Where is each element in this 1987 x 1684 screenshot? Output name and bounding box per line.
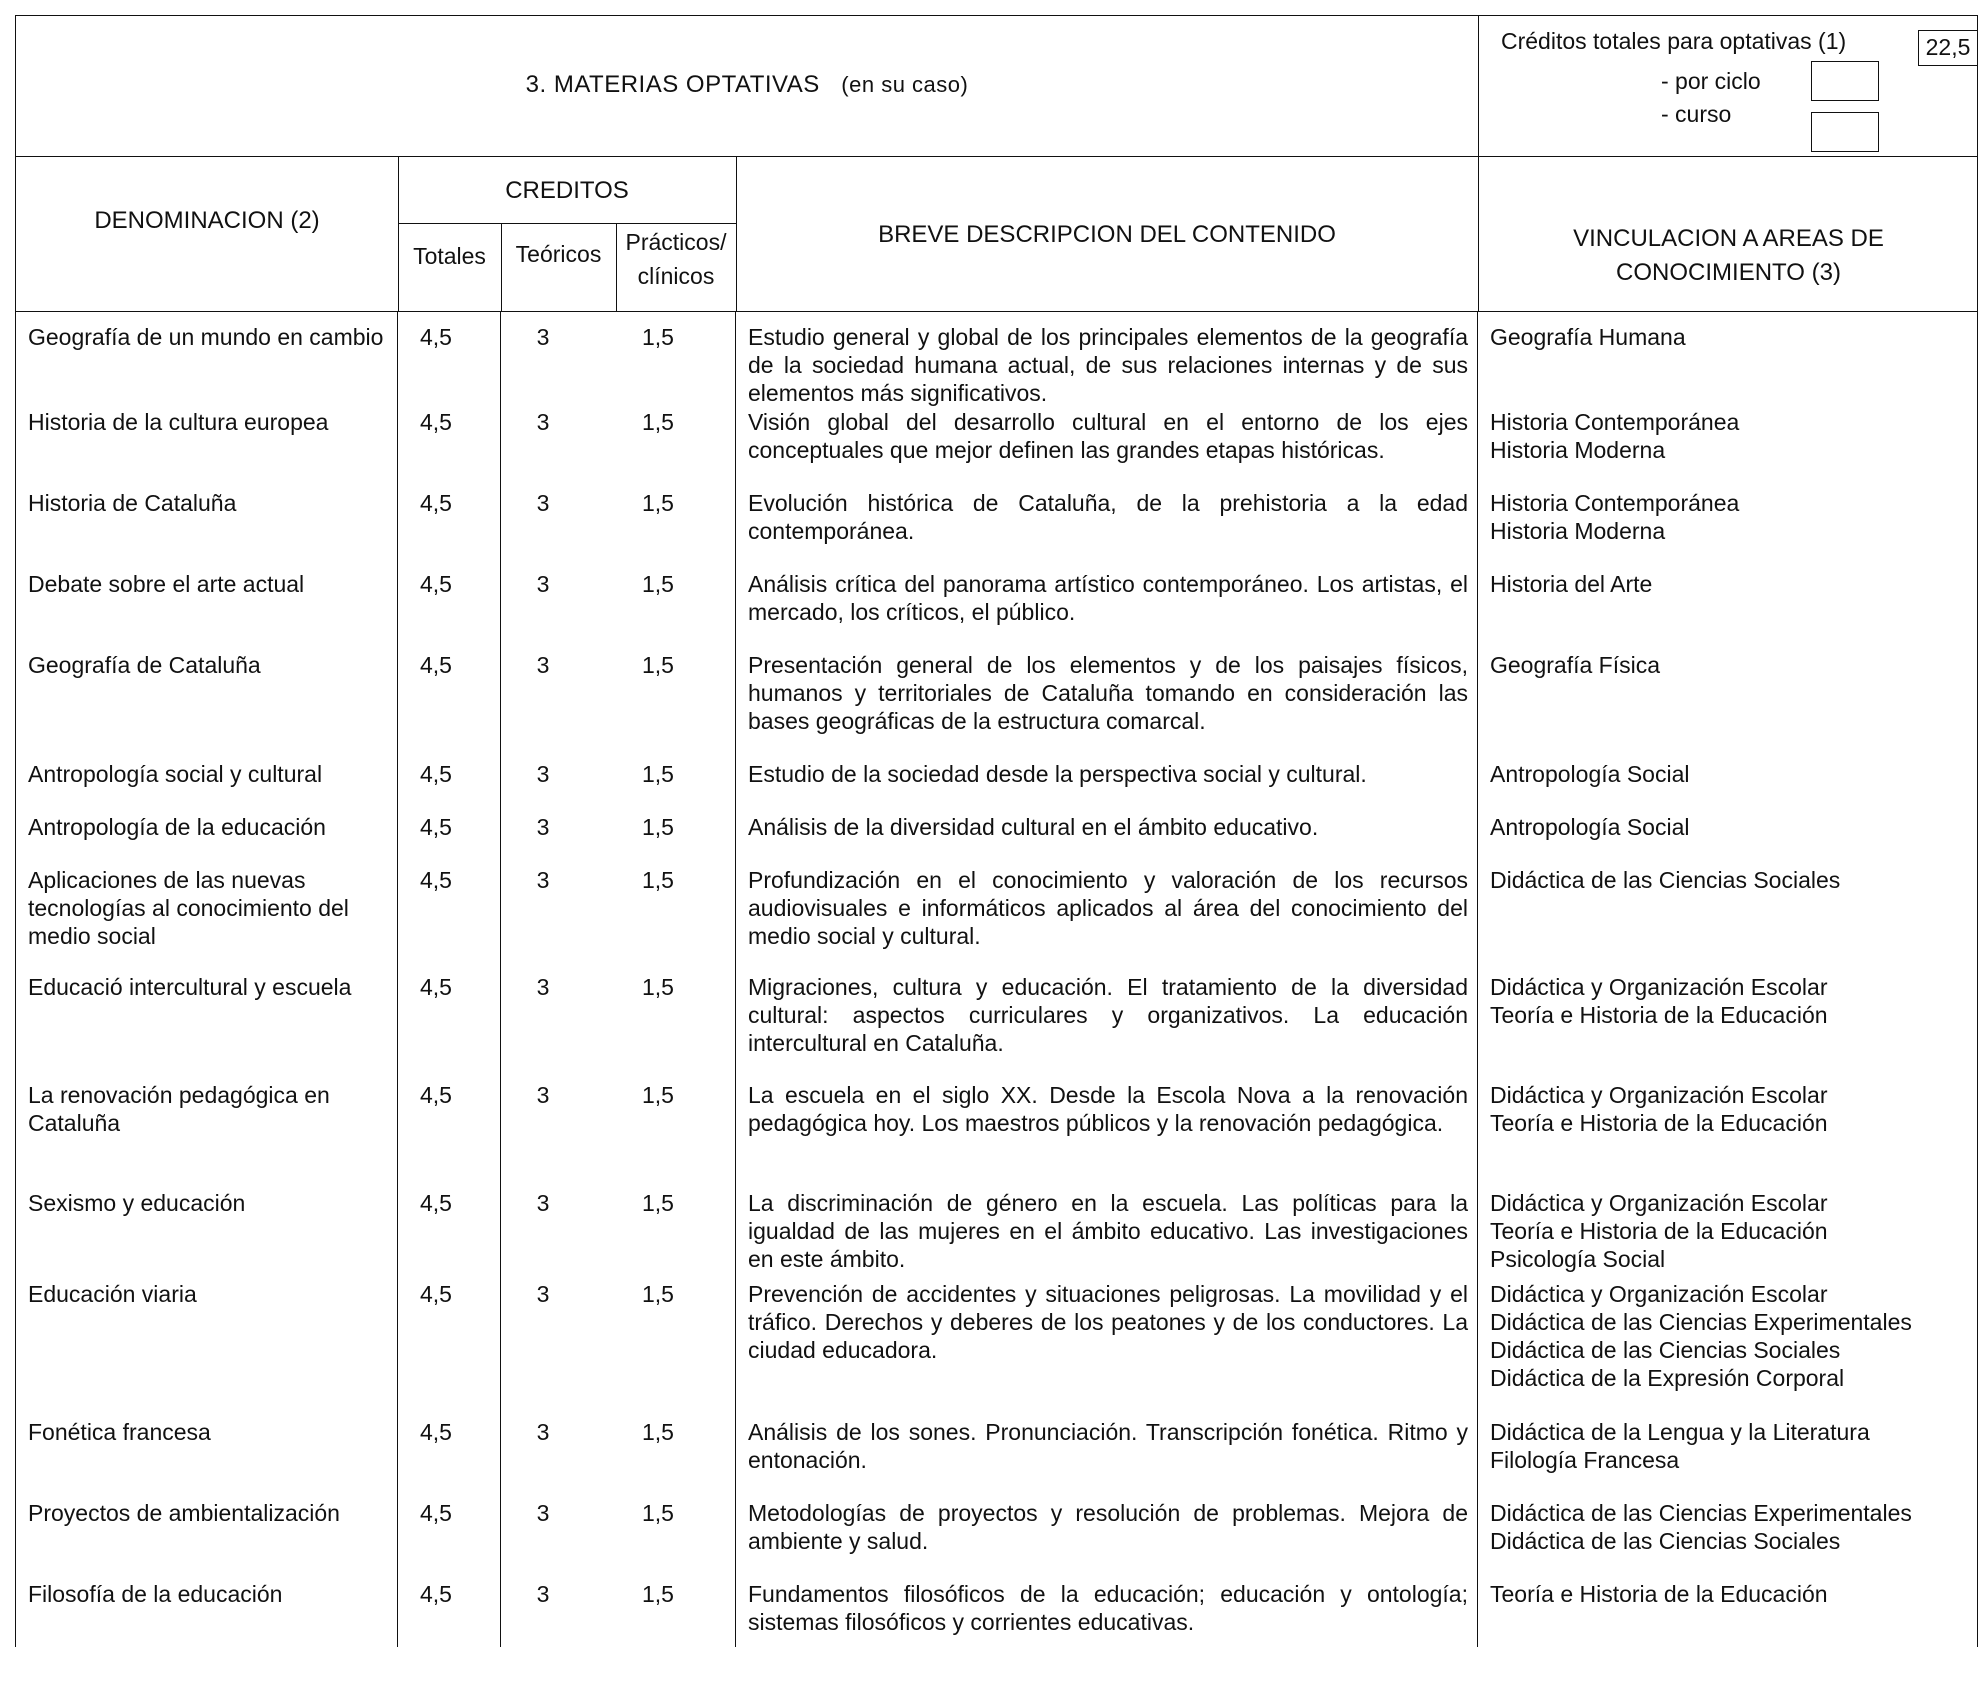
knowledge-area: Didáctica de las Ciencias Sociales	[1490, 1337, 1841, 1363]
credits-teoricos: 3	[536, 1581, 550, 1607]
knowledge-area: Didáctica de las Ciencias Experimentales	[1490, 1500, 1912, 1526]
knowledge-area: Historia del Arte	[1490, 571, 1653, 597]
credits-practicos: 1,5	[642, 324, 674, 350]
knowledge-area: Geografía Humana	[1490, 324, 1686, 350]
column-header	[15, 157, 1978, 312]
knowledge-areas	[1490, 1081, 1970, 1137]
knowledge-area: Filología Francesa	[1490, 1447, 1680, 1473]
credits-teoricos: 3	[536, 1082, 550, 1108]
per-cycle-label: - por ciclo	[1661, 68, 1761, 94]
credits-teoricos: 3	[536, 652, 550, 678]
credits-totales: 4,5	[420, 652, 452, 678]
credits-practicos: 1,5	[642, 814, 674, 840]
knowledge-area: Historia Contemporánea	[1490, 409, 1740, 435]
credits-practicos: 1,5	[642, 867, 674, 893]
credits-practicos: 1,5	[642, 974, 674, 1000]
knowledge-areas	[1490, 973, 1970, 1029]
credits-teoricos: 3	[536, 974, 550, 1000]
knowledge-area: Antropología Social	[1490, 761, 1690, 787]
credits-totales: 4,5	[420, 1419, 452, 1445]
knowledge-area: Didáctica y Organización Escolar	[1490, 1082, 1828, 1108]
credits-practicos: 1,5	[642, 1581, 674, 1607]
section-title-sub: (en su caso)	[841, 72, 969, 97]
knowledge-area: Teoría e Historia de la Educación	[1490, 1218, 1828, 1244]
credits-teoricos: 3	[536, 1419, 550, 1445]
credits-teoricos: 3	[536, 571, 550, 597]
knowledge-areas	[1490, 323, 1970, 351]
credits-totales: 4,5	[420, 814, 452, 840]
body-rule	[1477, 312, 1478, 1647]
credits-practicos: 1,5	[642, 1419, 674, 1445]
knowledge-area: Psicología Social	[1490, 1246, 1666, 1272]
credits-teoricos: 3	[536, 324, 550, 350]
knowledge-area: Didáctica y Organización Escolar	[1490, 974, 1828, 1000]
teoricos-header: Teóricos	[515, 241, 602, 267]
credits-totales: 4,5	[420, 1500, 452, 1526]
credits-total-box: 22,5	[1918, 30, 1978, 66]
knowledge-area: Teoría e Historia de la Educación	[1490, 1581, 1828, 1607]
credits-teoricos: 3	[536, 867, 550, 893]
credits-totales: 4,5	[420, 1082, 452, 1108]
knowledge-area: Didáctica de la Lengua y la Literatura	[1490, 1419, 1870, 1445]
knowledge-area: Didáctica y Organización Escolar	[1490, 1190, 1828, 1216]
knowledge-areas	[1490, 1499, 1970, 1555]
knowledge-areas	[1490, 408, 1970, 464]
subject-description: Evolución histórica de Cataluña, de la prehistoria a la edad contemporánea.	[748, 490, 1468, 544]
subject-name: Historia de Cataluña	[28, 490, 237, 516]
credits-teoricos: 3	[536, 814, 550, 840]
descripcion-header: BREVE DESCRIPCION DEL CONTENIDO	[878, 221, 1336, 248]
knowledge-areas	[1490, 570, 1970, 598]
credits-totales: 4,5	[420, 1190, 452, 1216]
credits-practicos: 1,5	[642, 571, 674, 597]
credits-totales: 4,5	[420, 490, 452, 516]
knowledge-areas	[1490, 866, 1970, 894]
title-band	[15, 15, 1978, 157]
per-course-label: - curso	[1661, 101, 1732, 127]
credits-totales: 4,5	[420, 571, 452, 597]
credits-practicos: 1,5	[642, 1281, 674, 1307]
credits-practicos: 1,5	[642, 652, 674, 678]
credits-total-label: Créditos totales para optativas (1)	[1501, 28, 1847, 54]
subject-description: Análisis de la diversidad cultural en el ámbito educativo.	[748, 814, 1319, 840]
credits-practicos: 1,5	[642, 761, 674, 787]
title-divider	[1478, 16, 1479, 156]
knowledge-area: Didáctica de la Expresión Corporal	[1490, 1365, 1845, 1391]
knowledge-area: Teoría e Historia de la Educación	[1490, 1110, 1828, 1136]
knowledge-areas	[1490, 1280, 1970, 1392]
credits-teoricos: 3	[536, 409, 550, 435]
knowledge-area: Historia Moderna	[1490, 437, 1666, 463]
subject-name: Debate sobre el arte actual	[28, 571, 305, 597]
section-title	[16, 71, 1478, 99]
knowledge-areas	[1490, 813, 1970, 841]
credits-practicos: 1,5	[642, 409, 674, 435]
credits-practicos: 1,5	[642, 1500, 674, 1526]
body-rule	[397, 312, 398, 1647]
section-title-main: 3. MATERIAS OPTATIVAS	[525, 71, 820, 98]
practicos-header-2: clínicos	[637, 263, 715, 289]
creditos-header: CREDITOS	[505, 177, 629, 204]
body-rule	[15, 312, 16, 1647]
subject-name: Geografía de Cataluña	[28, 652, 261, 678]
credits-practicos: 1,5	[642, 490, 674, 516]
subject-name: Filosofía de la educación	[28, 1581, 283, 1607]
subject-description: Análisis crítica del panorama artístico contemporáneo. Los artistas, el mercado, los críticos, el público.	[748, 571, 1468, 625]
knowledge-area: Didáctica y Organización Escolar	[1490, 1281, 1828, 1307]
subject-name: Historia de la cultura europea	[28, 409, 329, 435]
subject-name: Aplicaciones de las nuevas tecnologías al conocimiento del medio social	[28, 867, 349, 949]
subject-description: Presentación general de los elementos y de los paisajes físicos, humanos y territoriales de Cataluña tomando en consideración las bases geográficas de la estructura comarcal.	[748, 652, 1468, 734]
subject-description: Profundización en el conocimiento y valoración de los recursos audiovisuales e informáticos aplicados al área del conocimiento del medio social y cultural.	[748, 867, 1468, 949]
credits-practicos: 1,5	[642, 1082, 674, 1108]
knowledge-areas	[1490, 1418, 1970, 1474]
knowledge-areas	[1490, 651, 1970, 679]
totales-header: Totales	[413, 243, 486, 269]
body-rule	[735, 312, 736, 1647]
subject-description: Estudio general y global de los principales elementos de la geografía de la sociedad humana actual, de sus relaciones internas y de sus elementos más significativos.	[748, 324, 1468, 406]
body-rule	[500, 312, 501, 1647]
credits-practicos: 1,5	[642, 1190, 674, 1216]
knowledge-areas	[1490, 1189, 1970, 1273]
knowledge-areas	[1490, 489, 1970, 545]
credits-totales: 4,5	[420, 324, 452, 350]
knowledge-area: Geografía Física	[1490, 652, 1661, 678]
subject-description: La escuela en el siglo XX. Desde la Escola Nova a la renovación pedagógica hoy. Los maestros públicos y la renovación pedagógica.	[748, 1082, 1468, 1136]
credits-teoricos: 3	[536, 761, 550, 787]
subject-name: Proyectos de ambientalización	[28, 1500, 340, 1526]
knowledge-area: Didáctica de las Ciencias Sociales	[1490, 1528, 1841, 1554]
subject-name: Fonética francesa	[28, 1419, 211, 1445]
subject-description: La discriminación de género en la escuela. Las políticas para la igualdad de las mujeres en el ámbito educativo. Las investigaciones en este ámbito.	[748, 1190, 1468, 1272]
subject-description: Metodologías de proyectos y resolución de problemas. Mejora de ambiente y salud.	[748, 1500, 1468, 1554]
knowledge-area: Historia Contemporánea	[1490, 490, 1740, 516]
subject-name: Sexismo y educación	[28, 1190, 246, 1216]
credits-totales: 4,5	[420, 1281, 452, 1307]
credits-totales: 4,5	[420, 761, 452, 787]
knowledge-area: Antropología Social	[1490, 814, 1690, 840]
credits-totales: 4,5	[420, 1581, 452, 1607]
credits-teoricos: 3	[536, 490, 550, 516]
row-divider	[398, 223, 736, 224]
knowledge-area: Didáctica de las Ciencias Sociales	[1490, 867, 1841, 893]
subject-description: Visión global del desarrollo cultural en el entorno de los ejes conceptuales que mejor definen las grandes etapas históricas.	[748, 409, 1468, 463]
subject-name: Educación viaria	[28, 1281, 197, 1307]
credits-totales: 4,5	[420, 409, 452, 435]
knowledge-area: Teoría e Historia de la Educación	[1490, 1002, 1828, 1028]
subject-description: Fundamentos filosóficos de la educación; educación y ontología; sistemas filosóficos y corrientes educativas.	[748, 1581, 1468, 1635]
credits-teoricos: 3	[536, 1190, 550, 1216]
credits-teoricos: 3	[536, 1500, 550, 1526]
subject-description: Estudio de la sociedad desde la perspectiva social y cultural.	[748, 761, 1367, 787]
knowledge-area: Historia Moderna	[1490, 518, 1666, 544]
subject-name: Educació intercultural y escuela	[28, 974, 352, 1000]
subject-name: Antropología social y cultural	[28, 761, 323, 787]
per-course-box	[1811, 112, 1879, 152]
vinculacion-header-2: CONOCIMIENTO (3)	[1616, 259, 1841, 286]
credits-totales: 4,5	[420, 974, 452, 1000]
subject-name: Antropología de la educación	[28, 814, 326, 840]
body-rule	[1977, 312, 1978, 1647]
vinculacion-header-1: VINCULACION A AREAS DE	[1573, 225, 1884, 252]
knowledge-area: Didáctica de las Ciencias Experimentales	[1490, 1309, 1912, 1335]
subject-description: Análisis de los sones. Pronunciación. Transcripción fonética. Ritmo y entonación.	[748, 1419, 1468, 1473]
practicos-header-1: Prácticos/	[625, 229, 727, 255]
denominacion-header: DENOMINACION (2)	[94, 207, 320, 234]
subject-name: La renovación pedagógica en Cataluña	[28, 1082, 330, 1136]
per-cycle-box	[1811, 61, 1879, 101]
knowledge-areas	[1490, 760, 1970, 788]
credits-totales: 4,5	[420, 867, 452, 893]
credits-teoricos: 3	[536, 1281, 550, 1307]
subject-name: Geografía de un mundo en cambio	[28, 324, 384, 350]
subject-description: Migraciones, cultura y educación. El tratamiento de la diversidad cultural: aspectos curriculares y organizativos. La educación intercultural en Cataluña.	[748, 974, 1468, 1056]
subject-description: Prevención de accidentes y situaciones peligrosas. La movilidad y el tráfico. Derechos y deberes de los peatones y de los conductores. La ciudad educadora.	[748, 1281, 1468, 1363]
knowledge-areas	[1490, 1580, 1970, 1608]
